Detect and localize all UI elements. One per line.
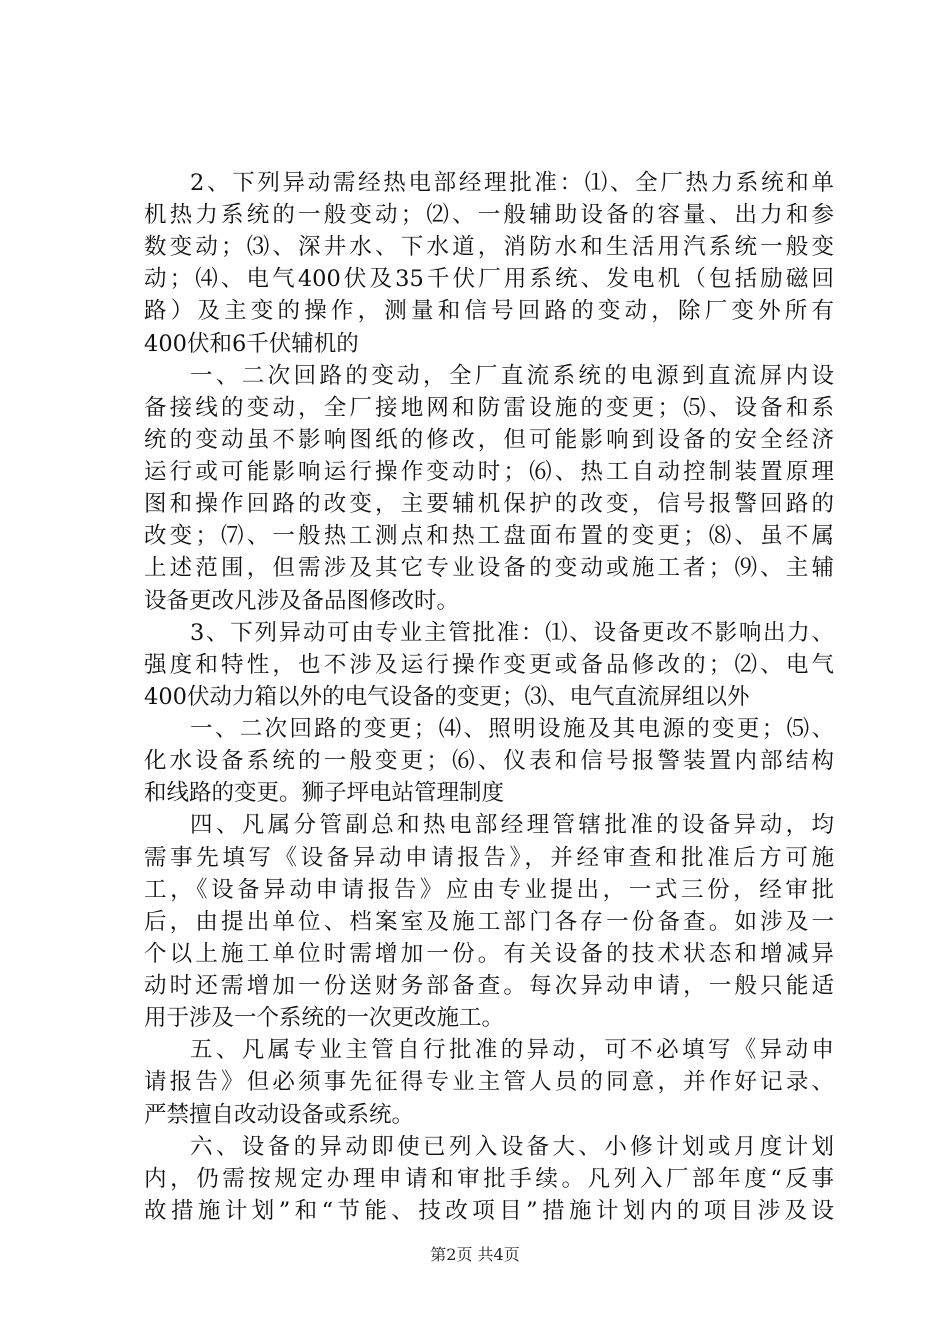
text-line: 统的变动虽不影响图纸的修改，但可能影响到设备的安全经济: [144, 426, 834, 453]
text-line: 400伏和6千伏辅机的: [144, 330, 359, 357]
text-line: 五、凡属专业主管自行批准的异动，可不必填写《异动申: [190, 1037, 834, 1064]
text-line: 化水设备系统的一般变更；⑹、仪表和信号报警装置内部结构: [144, 748, 834, 775]
text-line: 改变；⑺、一般热工测点和热工盘面布置的变更；⑻、虽不属: [144, 523, 834, 550]
text-line: 运行或可能影响运行操作变动时；⑹、热工自动控制装置原理: [144, 459, 834, 486]
text-line: 和线路的变更。狮子坪电站管理制度: [144, 780, 505, 807]
text-line: 内，仍需按规定办理申请和审批手续。凡列入厂部年度“反事: [144, 1165, 834, 1192]
text-line: 故措施计划”和“节能、技改项目”措施计划内的项目涉及设: [144, 1197, 834, 1224]
text-line: 机热力系统的一般变动；⑵、一般辅助设备的容量、出力和参: [144, 202, 834, 229]
text-line: 图和操作回路的改变，主要辅机保护的改变，信号报警回路的: [144, 491, 834, 518]
text-line: 备接线的变动，全厂接地网和防雷设施的变更；⑸、设备和系: [144, 394, 834, 421]
text-line: 四、凡属分管副总和热电部经理管辖批准的设备异动，均: [190, 812, 834, 839]
text-line: 严禁擅自改动设备或系统。: [144, 1101, 415, 1128]
text-line: 用于涉及一个系统的一次更改施工。: [144, 1005, 505, 1032]
text-line: 工，《设备异动申请报告》应由专业提出，一式三份，经审批: [144, 876, 834, 903]
text-line: 数变动；⑶、深井水、下水道，消防水和生活用汽系统一般变: [144, 234, 834, 261]
text-line: 动；⑷、电气400伏及35千伏厂用系统、发电机（包括励磁回: [144, 266, 834, 293]
text-line: 3、下列异动可由专业主管批准：⑴、设备更改不影响出力、: [190, 619, 834, 646]
text-line: 上述范围，但需涉及其它专业设备的变动或施工者；⑼、主辅: [144, 555, 834, 582]
text-line: 路）及主变的操作，测量和信号回路的变动，除厂变外所有: [144, 298, 834, 325]
text-line: 动时还需增加一份送财务部备查。每次异动申请，一般只能适: [144, 973, 834, 1000]
text-line: 强度和特性，也不涉及运行操作变更或备品修改的；⑵、电气: [144, 651, 834, 678]
text-line: 2、下列异动需经热电部经理批准：⑴、全厂热力系统和单: [190, 170, 834, 196]
text-line: 设备更改凡涉及备品图修改时。: [144, 587, 460, 614]
page-footer: 第2页 共4页: [430, 1245, 520, 1264]
text-line: 需事先填写《设备异动申请报告》，并经审查和批准后方可施: [144, 844, 834, 871]
text-line: 六、设备的异动即使已列入设备大、小修计划或月度计划: [190, 1133, 834, 1160]
text-line: 请报告》但必须事先征得专业主管人员的同意，并作好记录、: [144, 1069, 834, 1096]
text-line: 个以上施工单位时需增加一份。有关设备的技术状态和增减异: [144, 940, 834, 967]
text-line: 一、二次回路的变动，全厂直流系统的电源到直流屏内设: [190, 362, 834, 389]
text-line: 一、二次回路的变更；⑷、照明设施及其电源的变更；⑸、: [190, 716, 834, 743]
text-line: 400伏动力箱以外的电气设备的变更；⑶、电气直流屏组以外: [144, 683, 750, 710]
text-line: 后，由提出单位、档案室及施工部门各存一份备查。如涉及一: [144, 908, 834, 935]
